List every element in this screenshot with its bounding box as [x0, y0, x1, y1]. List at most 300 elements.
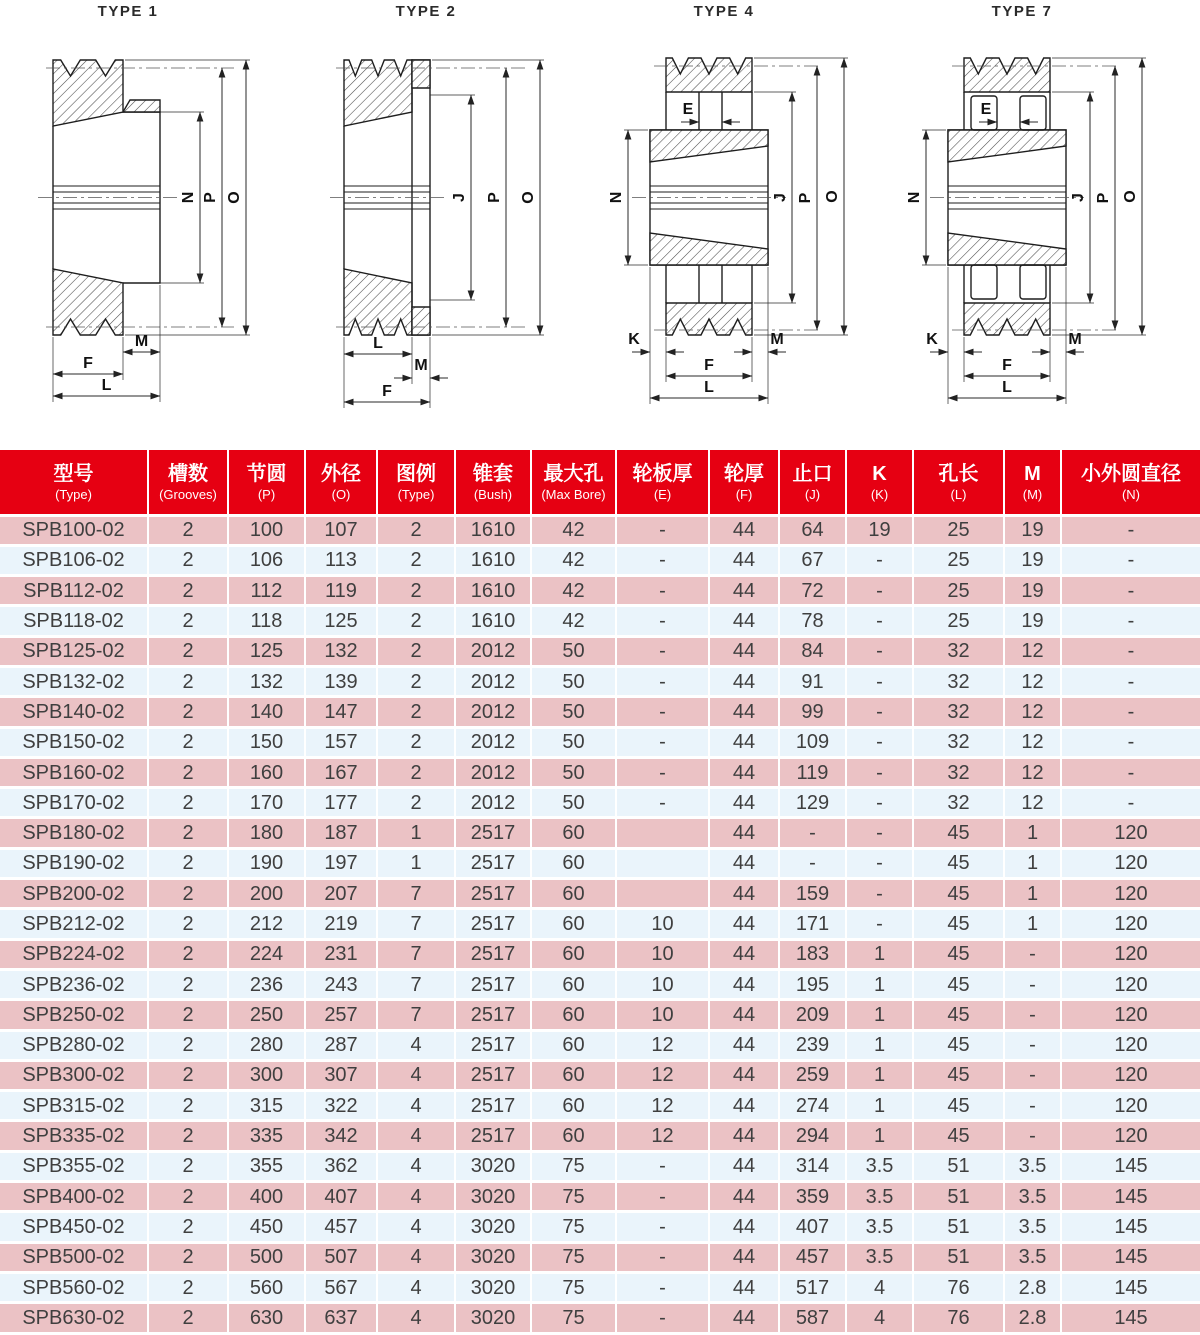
cell: 44: [709, 545, 779, 575]
cell: 44: [709, 606, 779, 636]
cell: 119: [305, 576, 377, 606]
column-header-zh: 外径: [321, 462, 361, 485]
cell: 2: [148, 1272, 228, 1302]
cell: 118: [228, 606, 305, 636]
svg-text:P: P: [202, 192, 219, 203]
column-header-zh: 锥套: [473, 462, 513, 485]
cell: 44: [709, 515, 779, 545]
column-header-en: (N): [1121, 486, 1141, 502]
cell: SPB355-02: [0, 1151, 148, 1181]
cell: 106: [228, 545, 305, 575]
table-row: [0, 909, 1200, 939]
cell: 42: [531, 576, 616, 606]
cell: 60: [531, 1091, 616, 1121]
cell: 1: [846, 1091, 913, 1121]
cell: 76: [913, 1303, 1004, 1333]
cell: 76: [913, 1272, 1004, 1302]
cell: 45: [913, 1030, 1004, 1060]
column-header-en: (Grooves): [159, 486, 217, 502]
cell: 1: [377, 848, 455, 878]
cell: 10: [616, 909, 709, 939]
cell: 2: [148, 1212, 228, 1242]
cell: 2: [377, 545, 455, 575]
cell: SPB132-02: [0, 666, 148, 696]
cell: -: [1004, 1060, 1061, 1090]
column-header-en: (J): [804, 486, 821, 502]
cell: 19: [1004, 606, 1061, 636]
cell: 2: [148, 636, 228, 666]
cell: 1: [1004, 848, 1061, 878]
cell: SPB560-02: [0, 1272, 148, 1302]
cell: 120: [1061, 909, 1200, 939]
column-header: [377, 450, 455, 515]
cell: 145: [1061, 1151, 1200, 1181]
cell: 2517: [455, 818, 531, 848]
cell: 145: [1061, 1242, 1200, 1272]
cell: 25: [913, 545, 1004, 575]
cell: 236: [228, 969, 305, 999]
cell: 50: [531, 636, 616, 666]
cell: 75: [531, 1272, 616, 1302]
cell: 400: [228, 1182, 305, 1212]
cell: 45: [913, 939, 1004, 969]
cell: 12: [1004, 788, 1061, 818]
cell: 2.8: [1004, 1272, 1061, 1302]
cell: SPB150-02: [0, 727, 148, 757]
cell: 145: [1061, 1303, 1200, 1333]
cell: 100: [228, 515, 305, 545]
cell: SPB170-02: [0, 788, 148, 818]
cell: 2: [148, 545, 228, 575]
cell: 4: [377, 1030, 455, 1060]
cell: 1: [1004, 909, 1061, 939]
cell: 560: [228, 1272, 305, 1302]
technical-drawings: [0, 0, 1200, 450]
cell: 2: [377, 576, 455, 606]
svg-text:TYPE 1: TYPE 1: [97, 3, 159, 20]
column-header: [531, 450, 616, 515]
column-header: [228, 450, 305, 515]
cell: 44: [709, 636, 779, 666]
cell: 44: [709, 1000, 779, 1030]
cell: 294: [779, 1121, 846, 1151]
cell: 287: [305, 1030, 377, 1060]
cell: 342: [305, 1121, 377, 1151]
table-row: [0, 757, 1200, 787]
svg-text:M: M: [414, 357, 428, 374]
cell: 140: [228, 697, 305, 727]
table-row: [0, 818, 1200, 848]
cell: 2517: [455, 1000, 531, 1030]
cell: 259: [779, 1060, 846, 1090]
table-row: [0, 1303, 1200, 1333]
cell: 224: [228, 939, 305, 969]
drawing-type-2: [306, 0, 596, 450]
cell: 75: [531, 1212, 616, 1242]
cell: 407: [305, 1182, 377, 1212]
column-header-en: (Type): [397, 486, 435, 502]
cell: 44: [709, 818, 779, 848]
cell: 517: [779, 1272, 846, 1302]
cell: 157: [305, 727, 377, 757]
cell: 51: [913, 1182, 1004, 1212]
cell: -: [1061, 757, 1200, 787]
svg-text:TYPE 2: TYPE 2: [395, 3, 457, 20]
cell: -: [1004, 939, 1061, 969]
cell: 120: [1061, 969, 1200, 999]
cell: 44: [709, 939, 779, 969]
cell: -: [616, 636, 709, 666]
cell: 2: [377, 757, 455, 787]
cell: 60: [531, 1060, 616, 1090]
svg-text:N: N: [608, 191, 625, 204]
cell: 120: [1061, 1091, 1200, 1121]
svg-text:N: N: [180, 191, 197, 204]
cell: 12: [616, 1091, 709, 1121]
spec-table: [0, 450, 1200, 1335]
table-row: [0, 1242, 1200, 1272]
cell: 2517: [455, 848, 531, 878]
cell: -: [846, 909, 913, 939]
svg-text:N: N: [906, 191, 923, 204]
cell: 2517: [455, 1060, 531, 1090]
cell: 60: [531, 909, 616, 939]
cell: 67: [779, 545, 846, 575]
cell: 637: [305, 1303, 377, 1333]
svg-text:E: E: [682, 101, 694, 118]
cell: 50: [531, 757, 616, 787]
table-row: [0, 727, 1200, 757]
cell: 280: [228, 1030, 305, 1060]
cell: 2: [148, 697, 228, 727]
cell: 75: [531, 1182, 616, 1212]
cell: -: [616, 515, 709, 545]
cell: 112: [228, 576, 305, 606]
cell: SPB125-02: [0, 636, 148, 666]
cell: 2: [377, 697, 455, 727]
table-row: [0, 879, 1200, 909]
cell: SPB180-02: [0, 818, 148, 848]
cell: 4: [377, 1151, 455, 1181]
cell: -: [1004, 1000, 1061, 1030]
spec-table-head: [0, 450, 1200, 515]
cell: 75: [531, 1242, 616, 1272]
cell: 170: [228, 788, 305, 818]
svg-text:M: M: [134, 333, 149, 350]
cell: 177: [305, 788, 377, 818]
cell: 44: [709, 1151, 779, 1181]
column-header-en: (O): [331, 486, 351, 502]
cell: 44: [709, 1030, 779, 1060]
pulley-drawing-svg: [8, 0, 298, 445]
cell: 362: [305, 1151, 377, 1181]
cell: 630: [228, 1303, 305, 1333]
cell: 25: [913, 606, 1004, 636]
table-row: [0, 939, 1200, 969]
cell: 32: [913, 788, 1004, 818]
cell: 125: [228, 636, 305, 666]
cell: 10: [616, 1000, 709, 1030]
cell: 2012: [455, 666, 531, 696]
cell: 2: [148, 576, 228, 606]
cell: 2012: [455, 757, 531, 787]
cell: 2517: [455, 1121, 531, 1151]
cell: SPB160-02: [0, 757, 148, 787]
cell: 2012: [455, 727, 531, 757]
cell: 84: [779, 636, 846, 666]
cell: 322: [305, 1091, 377, 1121]
table-row: [0, 1151, 1200, 1181]
column-header-zh: 孔长: [938, 462, 979, 485]
cell: SPB212-02: [0, 909, 148, 939]
cell: 2012: [455, 697, 531, 727]
cell: -: [616, 1272, 709, 1302]
cell: 44: [709, 1272, 779, 1302]
cell: 2517: [455, 879, 531, 909]
cell: -: [1004, 1121, 1061, 1151]
cell: 2: [148, 1000, 228, 1030]
column-header: [305, 450, 377, 515]
cell: SPB630-02: [0, 1303, 148, 1333]
cell: 50: [531, 697, 616, 727]
cell: SPB450-02: [0, 1212, 148, 1242]
table-row: [0, 1000, 1200, 1030]
cell: 2: [148, 909, 228, 939]
cell: 44: [709, 666, 779, 696]
pulley-drawing-svg: [306, 0, 596, 445]
column-header: [1061, 450, 1200, 515]
cell: 3020: [455, 1182, 531, 1212]
cell: 167: [305, 757, 377, 787]
cell: 2: [148, 757, 228, 787]
cell: 44: [709, 1121, 779, 1151]
cell: 7: [377, 909, 455, 939]
header-row: [0, 450, 1200, 515]
cell: 12: [1004, 636, 1061, 666]
cell: SPB118-02: [0, 606, 148, 636]
cell: 42: [531, 545, 616, 575]
pulley-drawing-svg: [902, 0, 1192, 445]
column-header-zh: K: [872, 462, 887, 485]
cell: 2: [148, 515, 228, 545]
column-header-zh: 型号: [53, 462, 94, 485]
cell: -: [1061, 727, 1200, 757]
cell: 4: [377, 1121, 455, 1151]
cell: 1610: [455, 576, 531, 606]
cell: -: [616, 1212, 709, 1242]
table-row: [0, 969, 1200, 999]
cell: 19: [1004, 545, 1061, 575]
table-row: [0, 697, 1200, 727]
svg-text:F: F: [83, 355, 93, 372]
cell: 12: [616, 1121, 709, 1151]
column-header: [1004, 450, 1061, 515]
cell: 1610: [455, 545, 531, 575]
cell: 132: [305, 636, 377, 666]
cell: 125: [305, 606, 377, 636]
column-header-en: (Max Bore): [541, 486, 606, 502]
cell: SPB236-02: [0, 969, 148, 999]
cell: 45: [913, 1121, 1004, 1151]
column-header-en: (P): [257, 486, 276, 502]
cell: 2012: [455, 636, 531, 666]
cell: 44: [709, 1212, 779, 1242]
cell: 7: [377, 1000, 455, 1030]
spec-table-body: [0, 515, 1200, 1333]
drawing-type-4: [604, 0, 894, 450]
column-header: [913, 450, 1004, 515]
cell: 107: [305, 515, 377, 545]
cell: -: [1061, 515, 1200, 545]
cell: 139: [305, 666, 377, 696]
cell: 32: [913, 697, 1004, 727]
cell: 1: [1004, 879, 1061, 909]
cell: SPB280-02: [0, 1030, 148, 1060]
cell: 50: [531, 727, 616, 757]
cell: 42: [531, 515, 616, 545]
cell: SPB112-02: [0, 576, 148, 606]
cell: 120: [1061, 1030, 1200, 1060]
cell: 2.8: [1004, 1303, 1061, 1333]
cell: 10: [616, 939, 709, 969]
cell: -: [1061, 636, 1200, 666]
cell: 44: [709, 1060, 779, 1090]
cell: 51: [913, 1242, 1004, 1272]
cell: 7: [377, 939, 455, 969]
cell: 2: [148, 818, 228, 848]
cell: 1610: [455, 515, 531, 545]
svg-text:J: J: [1070, 193, 1087, 202]
cell: 3.5: [1004, 1182, 1061, 1212]
cell: 45: [913, 879, 1004, 909]
table-row: [0, 848, 1200, 878]
table-row: [0, 666, 1200, 696]
table-row: [0, 576, 1200, 606]
svg-text:O: O: [824, 190, 841, 203]
column-header-en: (E): [653, 486, 672, 502]
cell: 2: [148, 788, 228, 818]
cell: 60: [531, 818, 616, 848]
cell: -: [846, 757, 913, 787]
cell: 180: [228, 818, 305, 848]
cell: 45: [913, 848, 1004, 878]
column-header-en: (Type): [55, 486, 92, 502]
cell: 3020: [455, 1242, 531, 1272]
cell: 45: [913, 909, 1004, 939]
cell: 2: [148, 939, 228, 969]
cell: 19: [1004, 515, 1061, 545]
cell: 2: [148, 666, 228, 696]
cell: -: [616, 757, 709, 787]
cell: 1: [846, 1060, 913, 1090]
cell: 2: [148, 969, 228, 999]
column-header: [616, 450, 709, 515]
cell: -: [1061, 545, 1200, 575]
cell: 44: [709, 848, 779, 878]
cell: 187: [305, 818, 377, 848]
column-header-zh: 小外圆直径: [1081, 462, 1181, 485]
cell: 60: [531, 1121, 616, 1151]
cell: 2517: [455, 969, 531, 999]
svg-text:P: P: [1095, 192, 1112, 204]
table-row: [0, 515, 1200, 545]
cell: -: [846, 818, 913, 848]
cell: 75: [531, 1151, 616, 1181]
cell: 2: [148, 1091, 228, 1121]
cell: 1: [846, 1000, 913, 1030]
column-header-en: (M): [1022, 486, 1043, 502]
svg-text:L: L: [101, 377, 112, 394]
cell: -: [616, 1242, 709, 1272]
cell: SPB106-02: [0, 545, 148, 575]
cell: 12: [1004, 697, 1061, 727]
cell: 44: [709, 969, 779, 999]
svg-text:J: J: [772, 193, 789, 202]
cell: 160: [228, 757, 305, 787]
cell: 44: [709, 1182, 779, 1212]
svg-text:F: F: [1002, 357, 1012, 374]
column-header: [455, 450, 531, 515]
table-row: [0, 1182, 1200, 1212]
cell: -: [616, 727, 709, 757]
cell: 51: [913, 1212, 1004, 1242]
cell: 60: [531, 969, 616, 999]
cell: 314: [779, 1151, 846, 1181]
cell: 3.5: [846, 1212, 913, 1242]
cell: 3.5: [846, 1182, 913, 1212]
cell: 4: [377, 1091, 455, 1121]
cell: SPB100-02: [0, 515, 148, 545]
cell: 120: [1061, 939, 1200, 969]
cell: 44: [709, 788, 779, 818]
cell: 113: [305, 545, 377, 575]
cell: 129: [779, 788, 846, 818]
cell: 4: [377, 1182, 455, 1212]
cell: 120: [1061, 818, 1200, 848]
cell: SPB500-02: [0, 1242, 148, 1272]
cell: -: [616, 788, 709, 818]
cell: 2: [377, 606, 455, 636]
cell: -: [846, 576, 913, 606]
cell: 587: [779, 1303, 846, 1333]
cell: 150: [228, 727, 305, 757]
cell: 159: [779, 879, 846, 909]
cell: 19: [846, 515, 913, 545]
cell: [616, 879, 709, 909]
svg-text:M: M: [1068, 331, 1082, 348]
cell: -: [846, 606, 913, 636]
svg-text:TYPE 7: TYPE 7: [991, 3, 1053, 20]
cell: 32: [913, 757, 1004, 787]
cell: 2: [148, 1303, 228, 1333]
cell: 407: [779, 1212, 846, 1242]
cell: 50: [531, 666, 616, 696]
cell: 99: [779, 697, 846, 727]
cell: SPB200-02: [0, 879, 148, 909]
cell: 2: [148, 848, 228, 878]
cell: -: [846, 879, 913, 909]
cell: 195: [779, 969, 846, 999]
drawing-type-1: [8, 0, 298, 450]
cell: 3.5: [1004, 1151, 1061, 1181]
cell: 207: [305, 879, 377, 909]
table-row: [0, 1272, 1200, 1302]
column-header-zh: 止口: [792, 462, 833, 485]
cell: SPB250-02: [0, 1000, 148, 1030]
cell: 145: [1061, 1212, 1200, 1242]
cell: 44: [709, 1091, 779, 1121]
cell: -: [1061, 666, 1200, 696]
